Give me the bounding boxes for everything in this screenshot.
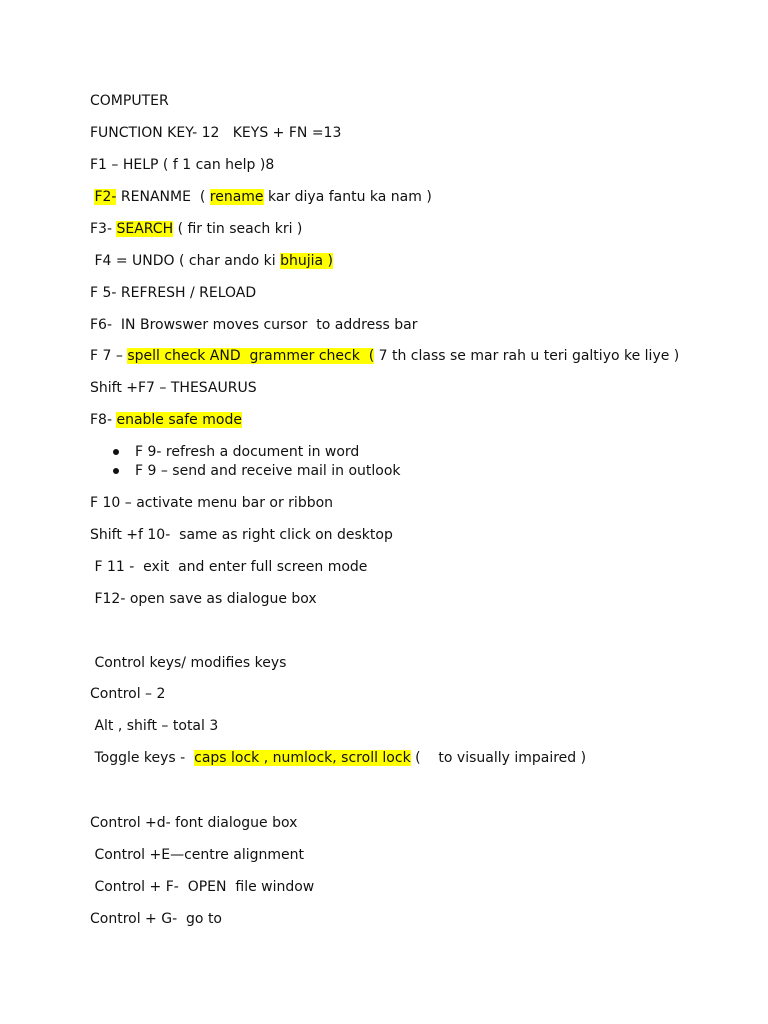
line-f4-lead: F4 = UNDO ( char ando ki (90, 253, 281, 269)
line-f2-end: kar diya fantu ka nam ) (263, 189, 432, 205)
highlight-spell-check: spell check AND grammer check ( (127, 348, 375, 364)
line-f2 (90, 188, 432, 206)
highlight-search: SEARCH (116, 221, 174, 237)
line-f1: F1 – HELP ( f 1 can help )8 (90, 157, 275, 173)
list-item-f9-outlook: F 9 – send and receive mail in outlook (135, 463, 401, 479)
doc-title: COMPUTER (90, 93, 169, 109)
bullet-dot (113, 468, 119, 474)
bullet-dot (113, 449, 119, 455)
line-function-key: FUNCTION KEY- 12 KEYS + FN =13 (90, 125, 342, 141)
line-f4 (90, 252, 333, 270)
line-toggle-lead: Toggle keys - (90, 750, 195, 766)
highlight-f2: F2- (94, 189, 117, 205)
line-control-g: Control + G- go to (90, 911, 222, 927)
line-f11: F 11 - exit and enter full screen mode (90, 559, 368, 575)
line-f7-end: 7 th class se mar rah u teri galtiyo ke liye ) (374, 348, 680, 364)
line-shift-f7: Shift +F7 – THESAURUS (90, 380, 257, 396)
highlight-lock-keys: caps lock , numlock, scroll lock (194, 750, 411, 766)
line-f3-lead: F3- (90, 221, 117, 237)
line-f7 (90, 347, 679, 365)
highlight-rename: rename (209, 189, 264, 205)
line-control-keys: Control keys/ modifies keys (90, 655, 287, 671)
line-toggle-keys (90, 749, 586, 767)
line-f5: F 5- REFRESH / RELOAD (90, 285, 257, 301)
line-f6: F6- IN Browswer moves cursor to address bar (90, 317, 418, 333)
line-f2-mid: RENANME ( (116, 189, 210, 205)
line-f3 (90, 220, 302, 238)
line-f12: F12- open save as dialogue box (90, 591, 317, 607)
line-shift-f10: Shift +f 10- same as right click on desktop (90, 527, 393, 543)
line-control-e: Control +E—centre alignment (90, 847, 304, 863)
highlight-bhujia: bhujia ) (280, 253, 333, 269)
line-f7-lead: F 7 – (90, 348, 128, 364)
line-toggle-end: ( to visually impaired ) (410, 750, 587, 766)
line-alt-shift: Alt , shift – total 3 (90, 718, 219, 734)
line-control-2: Control – 2 (90, 686, 166, 702)
list-item-f9-word: F 9- refresh a document in word (135, 444, 360, 460)
line-f10: F 10 – activate menu bar or ribbon (90, 495, 334, 511)
line-control-f: Control + F- OPEN file window (90, 879, 315, 895)
line-f8 (90, 411, 242, 429)
line-control-d: Control +d- font dialogue box (90, 815, 298, 831)
line-f3-end: ( fir tin seach kri ) (173, 221, 303, 237)
highlight-safe-mode: enable safe mode (116, 412, 242, 428)
line-f8-lead: F8- (90, 412, 117, 428)
